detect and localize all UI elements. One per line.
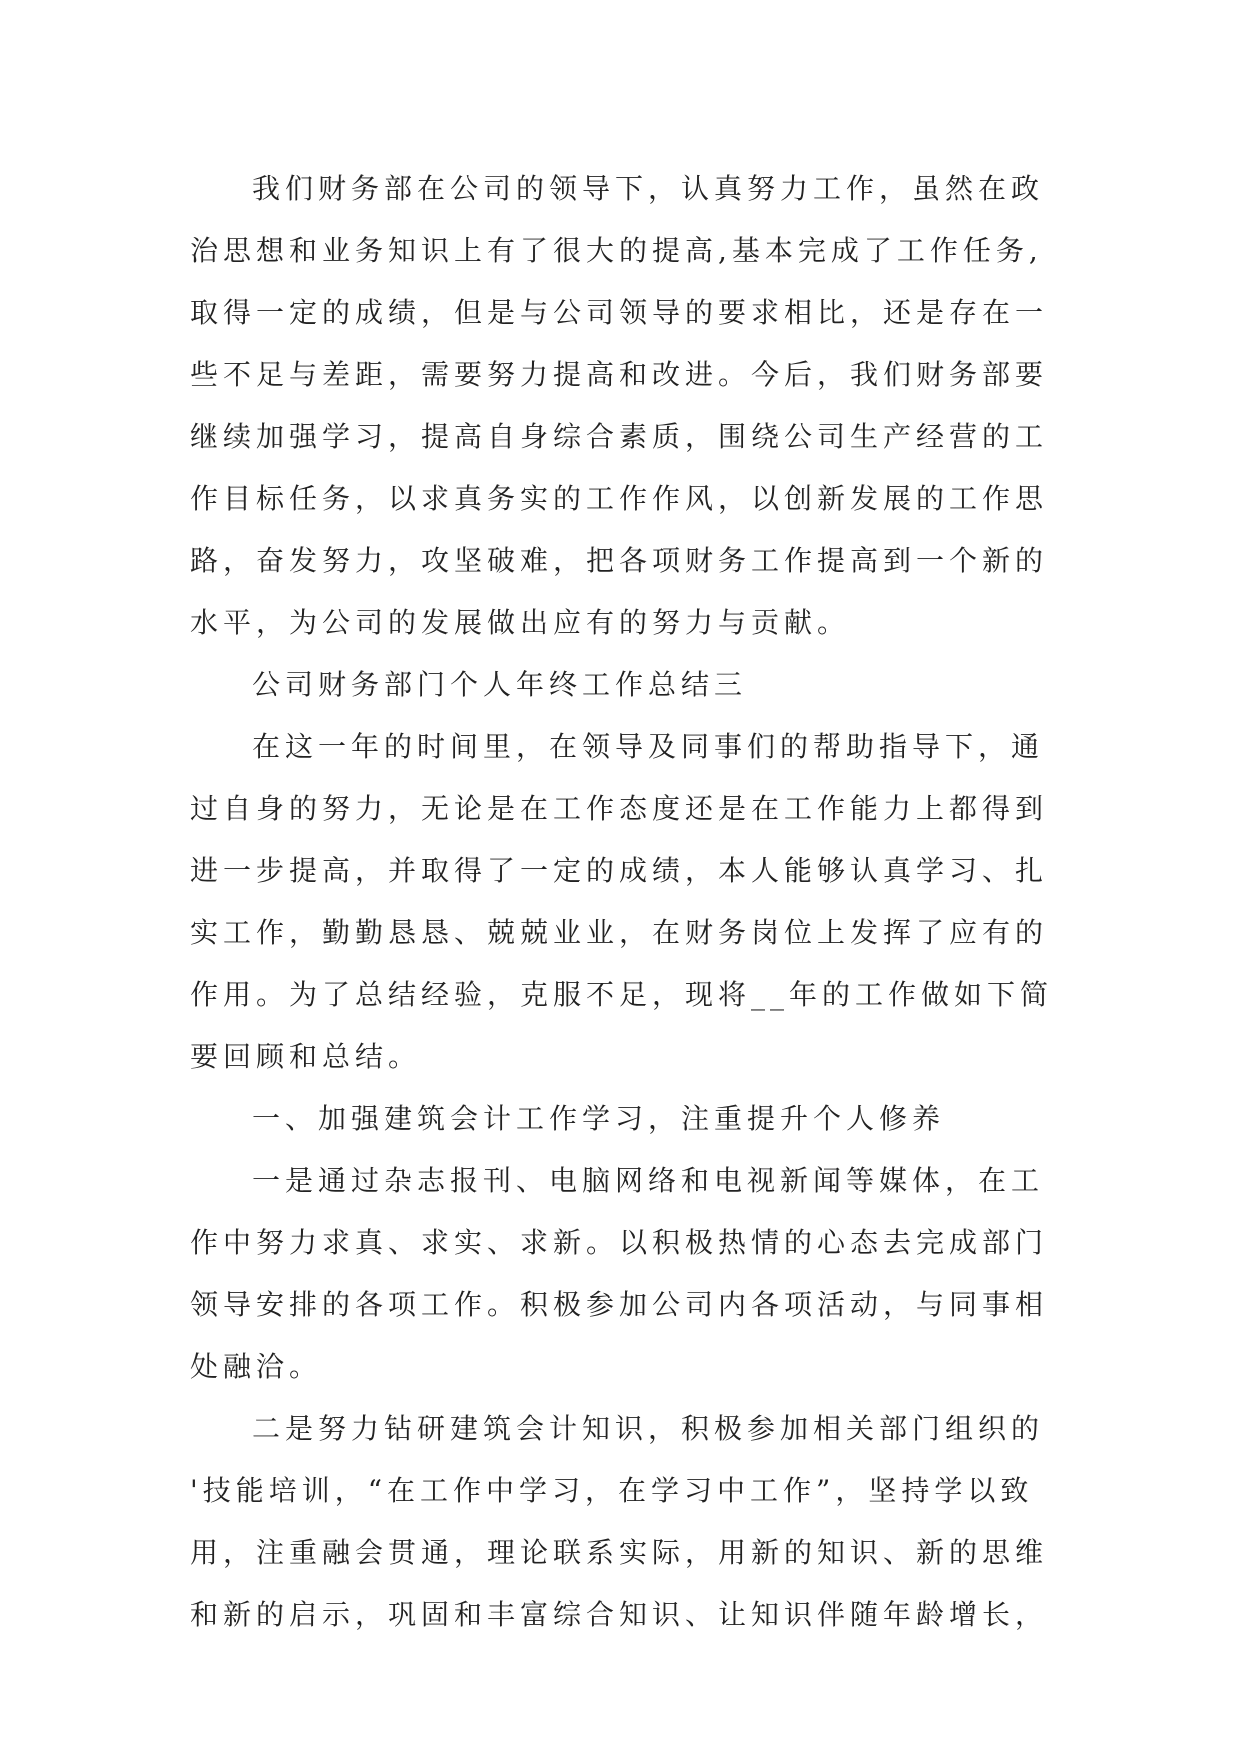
paragraph-3-line-3: 领导安排的各项工作。积极参加公司内各项活动，与同事相 bbox=[190, 1288, 1049, 1321]
paragraph-1-line-5: 继续加强学习，提高自身综合素质，围绕公司生产经营的工 bbox=[190, 420, 1049, 453]
paragraph-3-line-2: 作中努力求真、求实、求新。以积极热情的心态去完成部门 bbox=[190, 1226, 1049, 1259]
paragraph-2-line-2: 过自身的努力，无论是在工作态度还是在工作能力上都得到 bbox=[190, 792, 1049, 825]
paragraph-4-line-2: '技能培训，“在工作中学习，在学习中工作”，坚持学以致 bbox=[190, 1474, 1034, 1507]
paragraph-1-line-8: 水平，为公司的发展做出应有的努力与贡献。 bbox=[190, 606, 851, 639]
paragraph-4-line-1: 二是努力钻研建筑会计知识，积极参加相关部门组织的 bbox=[252, 1412, 1045, 1445]
subheading-1: 一、加强建筑会计工作学习，注重提升个人修养 bbox=[252, 1102, 946, 1135]
paragraph-2-line-6: 要回顾和总结。 bbox=[190, 1040, 422, 1073]
paragraph-2-line-3: 进一步提高，并取得了一定的成绩，本人能够认真学习、扎 bbox=[190, 854, 1049, 887]
paragraph-3-line-4: 处融洽。 bbox=[190, 1350, 323, 1383]
section-title: 公司财务部门个人年终工作总结三 bbox=[252, 668, 748, 701]
paragraph-2-line-4: 实工作，勤勤恳恳、兢兢业业，在财务岗位上发挥了应有的 bbox=[190, 916, 1049, 949]
paragraph-1-line-6: 作目标任务，以求真务实的工作作风，以创新发展的工作思 bbox=[190, 482, 1049, 515]
document-body bbox=[190, 158, 1070, 1646]
paragraph-1-line-3: 取得一定的成绩，但是与公司领导的要求相比，还是存在一 bbox=[190, 296, 1049, 329]
paragraph-1-line-4: 些不足与差距，需要努力提高和改进。今后，我们财务部要 bbox=[190, 358, 1049, 391]
paragraph-4-line-3: 用，注重融会贯通，理论联系实际，用新的知识、新的思维 bbox=[190, 1536, 1049, 1569]
paragraph-1-line-7: 路，奋发努力，攻坚破难，把各项财务工作提高到一个新的 bbox=[190, 544, 1049, 577]
paragraph-2-line-1: 在这一年的时间里，在领导及同事们的帮助指导下，通 bbox=[252, 730, 1045, 763]
paragraph-1-line-1: 我们财务部在公司的领导下，认真努力工作，虽然在政 bbox=[252, 172, 1045, 205]
paragraph-4-line-4: 和新的启示，巩固和丰富综合知识、让知识伴随年龄增长， bbox=[190, 1598, 1049, 1631]
paragraph-2-line-5: 作用。为了总结经验，克服不足，现将__年的工作做如下简 bbox=[190, 978, 1054, 1011]
paragraph-1-line-2: 治思想和业务知识上有了很大的提高,基本完成了工作任务, bbox=[190, 234, 1043, 267]
paragraph-3-line-1: 一是通过杂志报刊、电脑网络和电视新闻等媒体，在工 bbox=[252, 1164, 1045, 1197]
